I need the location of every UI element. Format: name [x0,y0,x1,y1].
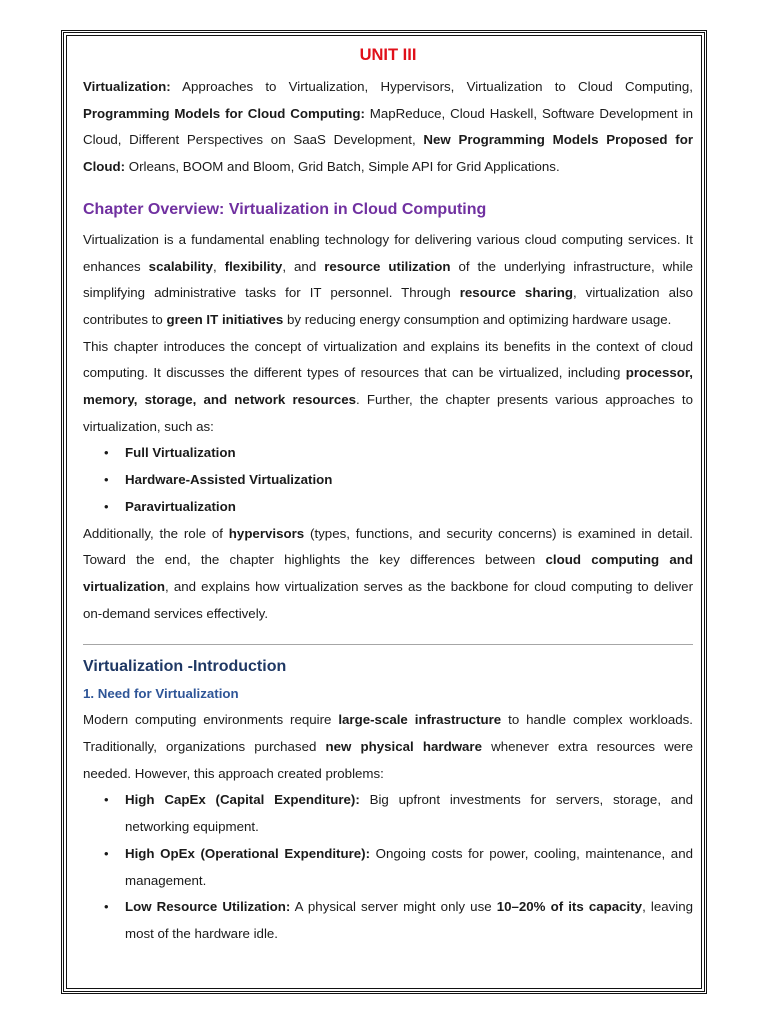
text-run: , and [282,258,325,274]
bold-term: green IT initiatives [166,311,284,327]
document-body [83,42,693,948]
problem-label: Low Resource Utilization: [125,899,291,915]
introduction-heading: Virtualization -Introduction [83,658,287,676]
text-run: Additionally, the role of [83,525,229,541]
bold-term: resource utilization [324,258,451,274]
text-run: of the underlying infrastructure, while simplifying administrative tasks for IT personnel. Through [83,258,693,301]
text-run: Modern computing environments require [83,712,339,728]
need-for-virtualization-heading: 1. Need for Virtualization [83,686,239,702]
syllabus-text: Orleans, BOOM and Bloom, Grid Batch, Simple API for Grid Applications. [125,159,560,175]
text-run: , [212,258,225,274]
syllabus-paragraph [83,74,693,181]
overview-paragraph-1 [83,227,693,334]
problem-text: , leaving most of the hardware idle. [125,899,694,941]
text-run: by reducing energy consumption and optimizing hardware usage. [283,311,672,327]
text-run: This chapter introduces the concept of virtualization and explains its benefits in the context of cloud computing. It discusses the different types of resources that can be virtualized, including [83,338,693,381]
list-item [83,440,693,467]
approaches-list [83,440,693,520]
introduction-paragraph [83,707,693,787]
list-item [83,787,693,840]
bold-term: resource sharing [459,285,573,301]
section-divider [83,644,693,645]
bold-term: large-scale infrastructure [338,712,502,728]
approach-label: Full Virtualization [125,445,236,461]
text-run: (types, functions, and security concerns) is examined in detail. Toward the end, the chapter highlights the key differences between [83,525,693,568]
problem-text: Ongoing costs for power, cooling, maintenance, and management. [125,845,693,888]
syllabus-text: MapReduce, Cloud Haskell, Software Development in Cloud, Different Perspectives on SaaS Development, [83,105,693,148]
text-run: , virtualization also contributes to [83,285,693,327]
syllabus-text: Approaches to Virtualization, Hypervisors, Virtualization to Cloud Computing, [170,79,693,94]
bold-term: flexibility [224,258,283,274]
bold-term: hypervisors [228,525,305,541]
list-item [83,894,693,947]
problem-label: High CapEx (Capital Expenditure): [125,792,360,808]
bold-term: cloud computing and virtualization [83,552,693,594]
bold-term: 10–20% of its capacity [496,899,643,915]
bold-term: new physical hardware [325,739,482,755]
problems-list [83,787,693,947]
syllabus-topic-new-models: New Programming Models Proposed for Cloud: [83,132,693,175]
approach-label: Paravirtualization [125,498,236,514]
problem-text: Big upfront investments for servers, storage, and networking equipment. [125,792,693,835]
syllabus-topic-programming-models: Programming Models for Cloud Computing: [83,105,365,121]
chapter-overview-heading: Chapter Overview: Virtualization in Cloud Computing [83,200,487,218]
bold-term: processor, memory, storage, and network resources [83,365,693,408]
problem-text: A physical server might only use [290,899,497,915]
text-run: Virtualization is a fundamental enabling technology for delivering various cloud computing services. It enhances [83,231,693,274]
list-item [83,467,693,494]
bold-term: scalability [148,258,213,274]
overview-paragraph-3 [83,521,693,628]
list-item [83,841,693,894]
text-run: whenever extra resources were needed. However, this approach created problems: [83,739,693,781]
problem-label: High OpEx (Operational Expenditure): [125,845,371,861]
text-run: , and explains how virtualization serves as the backbone for cloud computing to deliver on-demand services effectively. [83,578,693,621]
unit-title: UNIT III [359,46,417,64]
approach-label: Hardware-Assisted Virtualization [125,472,333,488]
list-item [83,494,693,521]
syllabus-topic-virtualization: Virtualization: [83,79,171,94]
overview-paragraph-2 [83,334,693,441]
text-run: . Further, the chapter presents various approaches to virtualization, such as: [83,392,693,434]
text-run: to handle complex workloads. Traditionally, organizations purchased [83,712,693,755]
